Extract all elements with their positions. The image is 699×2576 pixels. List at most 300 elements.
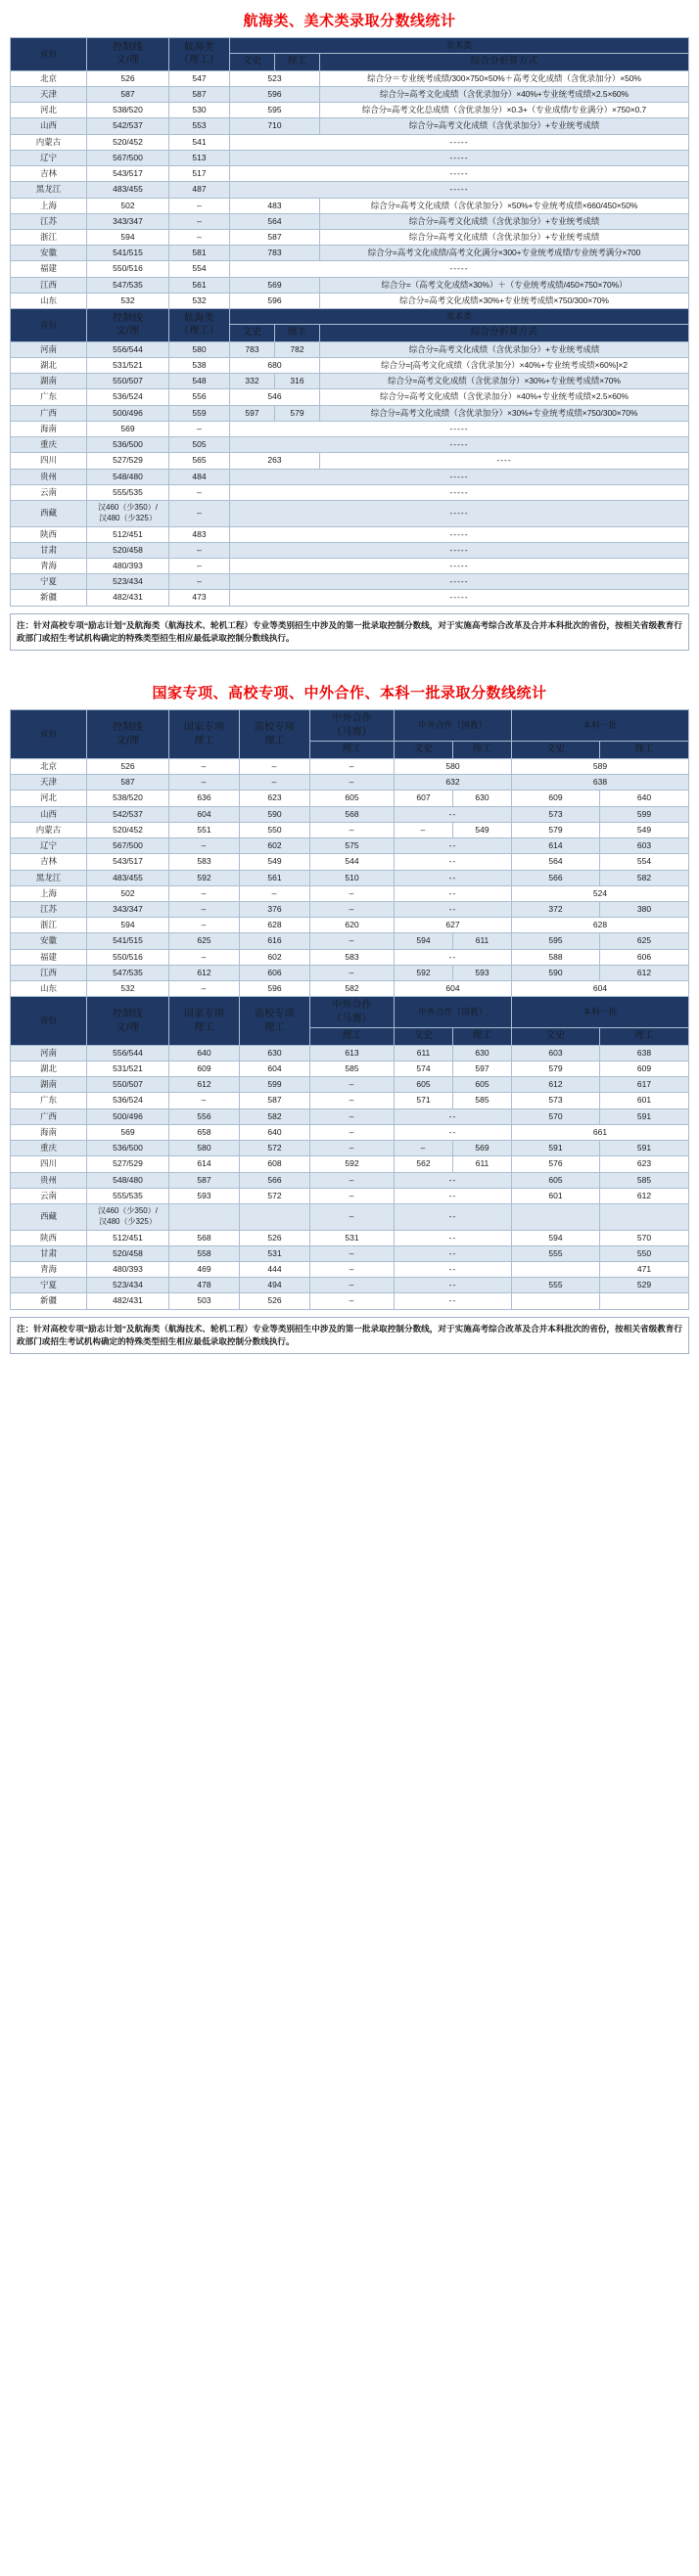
- cell-national: –: [169, 758, 240, 774]
- cell-nav: 561: [169, 277, 230, 293]
- cell-control: 500/496: [87, 405, 169, 421]
- cell-nav: 505: [169, 437, 230, 453]
- cell-province: 安徽: [11, 246, 87, 261]
- cell-college: 444: [240, 1262, 310, 1278]
- cell-nav: 484: [169, 469, 230, 484]
- cell-college: 561: [240, 870, 310, 885]
- th-art-ligong: 理工: [275, 325, 320, 342]
- cell-nav: 513: [169, 150, 230, 165]
- table2-note: 注：针对高校专项“励志计划”及航海类（航海技术、轮机工程）专业等类别招生中涉及的第一批录取控制分数线，对于实施高考综合改革及合并本科批次的省份，按相关省级教育行政部门或招生考试机构确定的特殊类型招生相应最低录取控制分数线执行。: [10, 1317, 689, 1355]
- cell-formula: 综合分=高考文化成绩/高考文化满分×300+专业统考成绩/专业统考满分×700: [320, 246, 689, 261]
- cell-art-wenshi: 783: [230, 341, 275, 357]
- th-navigation-class: [169, 309, 230, 342]
- cell-bk1-ligong: 617: [600, 1077, 689, 1093]
- cell-province: 西藏: [11, 500, 87, 526]
- table1-body-2: [11, 341, 689, 606]
- cell-control: 594: [87, 918, 169, 933]
- table1-title: 航海类、美术类录取分数线统计: [243, 14, 456, 29]
- cell-bk1-wenshi: 595: [512, 933, 600, 949]
- cell-nav: –: [169, 559, 230, 574]
- cell-nav: 565: [169, 453, 230, 469]
- table2-body-1: [11, 758, 689, 996]
- cell-province: 黑龙江: [11, 182, 87, 198]
- cell-control: 343/347: [87, 213, 169, 229]
- cell-national: –: [169, 775, 240, 791]
- cell-province: 天津: [11, 775, 87, 791]
- cell-marseille: 583: [310, 949, 395, 965]
- th-marseille-ligong: 理工: [310, 1028, 395, 1046]
- table-row: [11, 246, 689, 261]
- cell-nav: 559: [169, 405, 230, 421]
- th-navigation-l2: （理工）: [178, 326, 220, 338]
- cell-bk1-ligong: 640: [600, 791, 689, 806]
- cell-college: 494: [240, 1278, 310, 1293]
- cell-intl-merged: --: [395, 838, 512, 854]
- table-row: [11, 542, 689, 558]
- table-row: [11, 1293, 689, 1309]
- cell-art-ligong: 782: [275, 341, 320, 357]
- cell-nav: 581: [169, 246, 230, 261]
- cell-intl-ligong: 605: [453, 1077, 512, 1093]
- cell-empty-dash: -----: [230, 590, 689, 606]
- cell-bk1-merged: 628: [512, 918, 689, 933]
- table-row: [11, 1172, 689, 1188]
- cell-intl-merged: --: [395, 949, 512, 965]
- cell-college: 630: [240, 1045, 310, 1061]
- th-control-line-l2: 文/理: [116, 735, 140, 746]
- cell-college: 572: [240, 1188, 310, 1203]
- th-college-program: [240, 710, 310, 759]
- table-row: [11, 1278, 689, 1293]
- cell-national: 612: [169, 1077, 240, 1093]
- cell-intl-wenshi: 571: [395, 1093, 453, 1108]
- table-row: [11, 901, 689, 917]
- th-bk1-group: 本科一批: [512, 997, 689, 1028]
- cell-bk1-wenshi: 573: [512, 806, 600, 822]
- cell-control: 550/507: [87, 374, 169, 389]
- cell-art-merged: 680: [230, 358, 320, 374]
- table-row: [11, 484, 689, 500]
- cell-marseille: –: [310, 1262, 395, 1278]
- table-row: [11, 758, 689, 774]
- cell-intl-merged: --: [395, 1188, 512, 1203]
- cell-bk1-ligong: 585: [600, 1172, 689, 1188]
- cell-bk1-ligong: 591: [600, 1141, 689, 1156]
- cell-control: 547/535: [87, 965, 169, 980]
- cell-control: 567/500: [87, 838, 169, 854]
- cell-province: 湖南: [11, 374, 87, 389]
- table1-head-2: [11, 309, 689, 342]
- cell-college: 531: [240, 1245, 310, 1261]
- cell-marseille: 575: [310, 838, 395, 854]
- cell-province: 甘肃: [11, 542, 87, 558]
- cell-marseille: 531: [310, 1230, 395, 1245]
- cell-bk1-wenshi: 609: [512, 791, 600, 806]
- cell-national: –: [169, 838, 240, 854]
- cell-empty-dash: -----: [230, 542, 689, 558]
- th-navigation-l2: （理工）: [178, 55, 220, 67]
- cell-national: 580: [169, 1141, 240, 1156]
- cell-marseille: –: [310, 965, 395, 980]
- th-control-line: [87, 997, 169, 1046]
- cell-nav: 530: [169, 103, 230, 118]
- cell-empty-dash: -----: [230, 484, 689, 500]
- cell-control-l1: 汉460（少350）/: [98, 1205, 158, 1215]
- cell-marseille: –: [310, 1188, 395, 1203]
- cell-nav: 487: [169, 182, 230, 198]
- cell-province: 北京: [11, 758, 87, 774]
- cell-marseille: –: [310, 775, 395, 791]
- cell-formula: 综合分=高考文化成绩（含优录加分）×50%+专业统考成绩×660/450×50%: [320, 198, 689, 213]
- cell-province: 山西: [11, 118, 87, 134]
- cell-empty-dash: -----: [230, 261, 689, 277]
- cell-bk1-ligong: 599: [600, 806, 689, 822]
- cell-formula: 综合分=高考文化成绩（含优录加分）×30%+专业统考成绩×750/300×70%: [320, 405, 689, 421]
- cell-bk1-ligong: 601: [600, 1093, 689, 1108]
- table-row: [11, 1093, 689, 1108]
- cell-intl-ligong: 585: [453, 1093, 512, 1108]
- cell-marseille: –: [310, 1293, 395, 1309]
- cell-national: 609: [169, 1062, 240, 1077]
- cell-bk1-wenshi: [512, 1262, 600, 1278]
- cell-national: 587: [169, 1172, 240, 1188]
- cell-province: 河南: [11, 341, 87, 357]
- cell-bk1-ligong: 591: [600, 1108, 689, 1124]
- cell-province: 新疆: [11, 1293, 87, 1309]
- th-intl-group: 中外合作（国教）: [395, 710, 512, 742]
- cell-control: 502: [87, 198, 169, 213]
- cell-art-merged: 263: [230, 453, 320, 469]
- cell-national: –: [169, 885, 240, 901]
- table-row: [11, 1230, 689, 1245]
- cell-province: 宁夏: [11, 1278, 87, 1293]
- table1-body-1: [11, 70, 689, 308]
- cell-national: –: [169, 901, 240, 917]
- cell-bk1-merged: 638: [512, 775, 689, 791]
- cell-control: 526: [87, 70, 169, 86]
- cell-intl-wenshi: 562: [395, 1156, 453, 1172]
- cell-control: 480/393: [87, 559, 169, 574]
- cell-intl-merged: --: [395, 806, 512, 822]
- table-row: [11, 229, 689, 245]
- cell-marseille: 510: [310, 870, 395, 885]
- cell-college: 550: [240, 822, 310, 837]
- cell-nav: –: [169, 229, 230, 245]
- cell-control: 555/535: [87, 1188, 169, 1203]
- cell-intl-merged: 632: [395, 775, 512, 791]
- cell-province: 山东: [11, 293, 87, 308]
- cell-province: 内蒙古: [11, 822, 87, 837]
- cell-empty-dash: -----: [230, 469, 689, 484]
- th-intl-ligong: 理工: [453, 1028, 512, 1046]
- cell-control: 569: [87, 421, 169, 436]
- table-row: [11, 822, 689, 837]
- table-row: [11, 965, 689, 980]
- cell-nav: –: [169, 574, 230, 590]
- cell-empty-dash: -----: [230, 421, 689, 436]
- cell-bk1-ligong: 625: [600, 933, 689, 949]
- cell-intl-merged: --: [395, 870, 512, 885]
- th-college-l1: 高校专项: [254, 1009, 296, 1020]
- table-row: [11, 1141, 689, 1156]
- table-row: [11, 526, 689, 542]
- cell-control: 550/516: [87, 949, 169, 965]
- cell-intl-wenshi: 607: [395, 791, 453, 806]
- cell-nav: –: [169, 542, 230, 558]
- table-row: [11, 559, 689, 574]
- cell-bk1-wenshi: 555: [512, 1278, 600, 1293]
- cell-art-wenshi: 597: [230, 405, 275, 421]
- cell-bk1-wenshi: 603: [512, 1045, 600, 1061]
- cell-control: 542/537: [87, 118, 169, 134]
- cell-bk1-ligong: 612: [600, 965, 689, 980]
- table-row: [11, 981, 689, 997]
- cell-province: 湖北: [11, 1062, 87, 1077]
- th-national-program: [169, 710, 240, 759]
- table-row: [11, 1188, 689, 1203]
- th-intl-ligong: 理工: [453, 742, 512, 759]
- cell-intl-merged: 627: [395, 918, 512, 933]
- cell-college: 623: [240, 791, 310, 806]
- cell-intl-merged: --: [395, 1172, 512, 1188]
- cell-college: 599: [240, 1077, 310, 1093]
- th-control-line-l1: 控制线: [113, 722, 143, 734]
- table-row: [11, 1124, 689, 1140]
- cell-control: 569: [87, 1124, 169, 1140]
- th-control-line-l1: 控制线: [113, 312, 143, 324]
- cell-nav: 580: [169, 341, 230, 357]
- th-national-l1: 国家专项: [183, 722, 225, 734]
- table-row: [11, 791, 689, 806]
- cell-intl-wenshi: 605: [395, 1077, 453, 1093]
- th-control-line-l2: 文/理: [116, 326, 140, 338]
- th-art-group: 美术类: [230, 309, 689, 325]
- th-art-group: 美术类: [230, 38, 689, 54]
- th-art-formula: 综合分折算方式: [320, 54, 689, 71]
- th-province: 省份: [11, 997, 87, 1046]
- cell-bk1-ligong: 606: [600, 949, 689, 965]
- cell-nav: 554: [169, 261, 230, 277]
- table2-head-1: [11, 710, 689, 759]
- cell-formula: 综合分=[高考文化成绩（含优录加分）×40%+专业统考成绩×60%]×2: [320, 358, 689, 374]
- cell-national: 612: [169, 965, 240, 980]
- table2-head-2: [11, 997, 689, 1046]
- cell-intl-merged: --: [395, 1230, 512, 1245]
- cell-control: 531/521: [87, 358, 169, 374]
- table-row: [11, 421, 689, 436]
- cell-province: 海南: [11, 1124, 87, 1140]
- cell-province: 江苏: [11, 901, 87, 917]
- cell-empty-dash: -----: [230, 526, 689, 542]
- th-marseille-l2: （马赛）: [331, 726, 373, 738]
- cell-bk1-ligong: 612: [600, 1188, 689, 1203]
- cell-art-merged: 596: [230, 293, 320, 308]
- cell-marseille: –: [310, 1203, 395, 1230]
- table-navigation-art-scores: [10, 37, 689, 607]
- cell-province: 湖北: [11, 358, 87, 374]
- cell-nav: 553: [169, 118, 230, 134]
- th-marseille-ligong: 理工: [310, 742, 395, 759]
- cell-bk1-wenshi: 555: [512, 1245, 600, 1261]
- cell-national: 551: [169, 822, 240, 837]
- th-marseille-l2: （马赛）: [331, 1013, 373, 1024]
- cell-art-merged: 569: [230, 277, 320, 293]
- cell-marseille: 568: [310, 806, 395, 822]
- cell-control: 550/516: [87, 261, 169, 277]
- cell-bk1-ligong: 609: [600, 1062, 689, 1077]
- cell-intl-merged: --: [395, 901, 512, 917]
- cell-bk1-wenshi: [512, 1203, 600, 1230]
- cell-control: 556/544: [87, 341, 169, 357]
- cell-province: 北京: [11, 70, 87, 86]
- cell-bk1-ligong: 570: [600, 1230, 689, 1245]
- cell-nav: 587: [169, 86, 230, 102]
- cell-province: 西藏: [11, 1203, 87, 1230]
- cell-bk1-merged: 604: [512, 981, 689, 997]
- cell-national: 593: [169, 1188, 240, 1203]
- cell-art-ligong: 579: [275, 405, 320, 421]
- table-special-program-scores: [10, 709, 689, 1309]
- cell-intl-merged: --: [395, 885, 512, 901]
- th-bk1-wenshi: 文史: [512, 1028, 600, 1046]
- th-marseille-group: [310, 997, 395, 1028]
- cell-province: 辽宁: [11, 150, 87, 165]
- cell-control: 500/496: [87, 1108, 169, 1124]
- cell-art-ligong: 316: [275, 374, 320, 389]
- cell-control: 532: [87, 293, 169, 308]
- cell-bk1-ligong: 554: [600, 854, 689, 870]
- cell-intl-merged: --: [395, 1278, 512, 1293]
- th-province: 省份: [11, 38, 87, 71]
- cell-control: 555/535: [87, 484, 169, 500]
- cell-province: 广东: [11, 389, 87, 405]
- cell-formula: 综合分=（高考文化成绩×30%）＋（专业统考成绩/450×750×70%）: [320, 277, 689, 293]
- cell-national: –: [169, 949, 240, 965]
- cell-province: 甘肃: [11, 1245, 87, 1261]
- cell-intl-ligong: 549: [453, 822, 512, 837]
- cell-national: 503: [169, 1293, 240, 1309]
- cell-intl-wenshi: 611: [395, 1045, 453, 1061]
- cell-marseille: 544: [310, 854, 395, 870]
- th-navigation-l1: 航海类: [184, 41, 214, 53]
- cell-college: 526: [240, 1230, 310, 1245]
- cell-control: 541/515: [87, 933, 169, 949]
- cell-province: 青海: [11, 1262, 87, 1278]
- cell-intl-wenshi: –: [395, 1141, 453, 1156]
- cell-province: 海南: [11, 421, 87, 436]
- cell-province: 吉林: [11, 166, 87, 182]
- table-row: [11, 150, 689, 165]
- cell-art-merged: 523: [230, 70, 320, 86]
- cell-nav: 532: [169, 293, 230, 308]
- table-row: [11, 70, 689, 86]
- cell-marseille: 592: [310, 1156, 395, 1172]
- cell-province: 辽宁: [11, 838, 87, 854]
- cell-empty-dash: -----: [230, 559, 689, 574]
- cell-province: 青海: [11, 559, 87, 574]
- table-row: [11, 86, 689, 102]
- th-art-wenshi: 文史: [230, 54, 275, 71]
- table-row: [11, 933, 689, 949]
- cell-national: –: [169, 981, 240, 997]
- cell-control: 587: [87, 86, 169, 102]
- cell-province: 江西: [11, 965, 87, 980]
- cell-nav: 547: [169, 70, 230, 86]
- cell-control: 483/455: [87, 182, 169, 198]
- cell-marseille: –: [310, 1172, 395, 1188]
- cell-art-wenshi: 332: [230, 374, 275, 389]
- table-row: [11, 166, 689, 182]
- cell-intl-wenshi: –: [395, 822, 453, 837]
- cell-empty-dash: -----: [230, 150, 689, 165]
- table-row: [11, 453, 689, 469]
- th-national-program: [169, 997, 240, 1046]
- cell-province: 天津: [11, 86, 87, 102]
- cell-marseille: –: [310, 1077, 395, 1093]
- th-control-line-l2: 文/理: [116, 55, 140, 67]
- cell-control: 542/537: [87, 806, 169, 822]
- cell-province: 福建: [11, 261, 87, 277]
- cell-national: 658: [169, 1124, 240, 1140]
- cell-art-merged: 783: [230, 246, 320, 261]
- cell-province: 上海: [11, 198, 87, 213]
- cell-bk1-wenshi: 588: [512, 949, 600, 965]
- th-marseille-l1: 中外合作: [331, 1000, 373, 1012]
- cell-control: 536/524: [87, 1093, 169, 1108]
- cell-college: –: [240, 758, 310, 774]
- cell-college: 526: [240, 1293, 310, 1309]
- table-row: [11, 134, 689, 150]
- cell-college: 572: [240, 1141, 310, 1156]
- cell-control: 536/500: [87, 1141, 169, 1156]
- th-college-l2: 理工: [264, 735, 285, 746]
- cell-bk1-wenshi: 594: [512, 1230, 600, 1245]
- cell-province: 广西: [11, 405, 87, 421]
- cell-bk1-wenshi: 372: [512, 901, 600, 917]
- cell-bk1-wenshi: 605: [512, 1172, 600, 1188]
- cell-control: 541/515: [87, 246, 169, 261]
- cell-national: 568: [169, 1230, 240, 1245]
- cell-control: 543/517: [87, 166, 169, 182]
- table-row: [11, 182, 689, 198]
- table-row: [11, 775, 689, 791]
- cell-marseille: –: [310, 758, 395, 774]
- cell-province: 上海: [11, 885, 87, 901]
- cell-control: 548/480: [87, 469, 169, 484]
- cell-intl-merged: --: [395, 1108, 512, 1124]
- cell-marseille: 605: [310, 791, 395, 806]
- cell-nav: 541: [169, 134, 230, 150]
- cell-empty-dash: -----: [230, 182, 689, 198]
- table-row: [11, 885, 689, 901]
- cell-empty-dash: -----: [230, 134, 689, 150]
- th-bk1-wenshi: 文史: [512, 742, 600, 759]
- cell-art-merged: 546: [230, 389, 320, 405]
- cell-bk1-ligong: 582: [600, 870, 689, 885]
- cell-college: 604: [240, 1062, 310, 1077]
- cell-empty-dash: -----: [230, 166, 689, 182]
- cell-province: 江西: [11, 277, 87, 293]
- cell-province: 山西: [11, 806, 87, 822]
- th-control-line: [87, 710, 169, 759]
- cell-art-merged: 710: [230, 118, 320, 134]
- th-intl-wenshi: 文史: [395, 742, 453, 759]
- cell-formula: 综合分=高考文化成绩（含优录加分）×40%+专业统考成绩×2.5×60%: [320, 389, 689, 405]
- cell-control: 520/452: [87, 134, 169, 150]
- table-row: [11, 574, 689, 590]
- th-bk1-group: 本科一批: [512, 710, 689, 742]
- cell-national: 583: [169, 854, 240, 870]
